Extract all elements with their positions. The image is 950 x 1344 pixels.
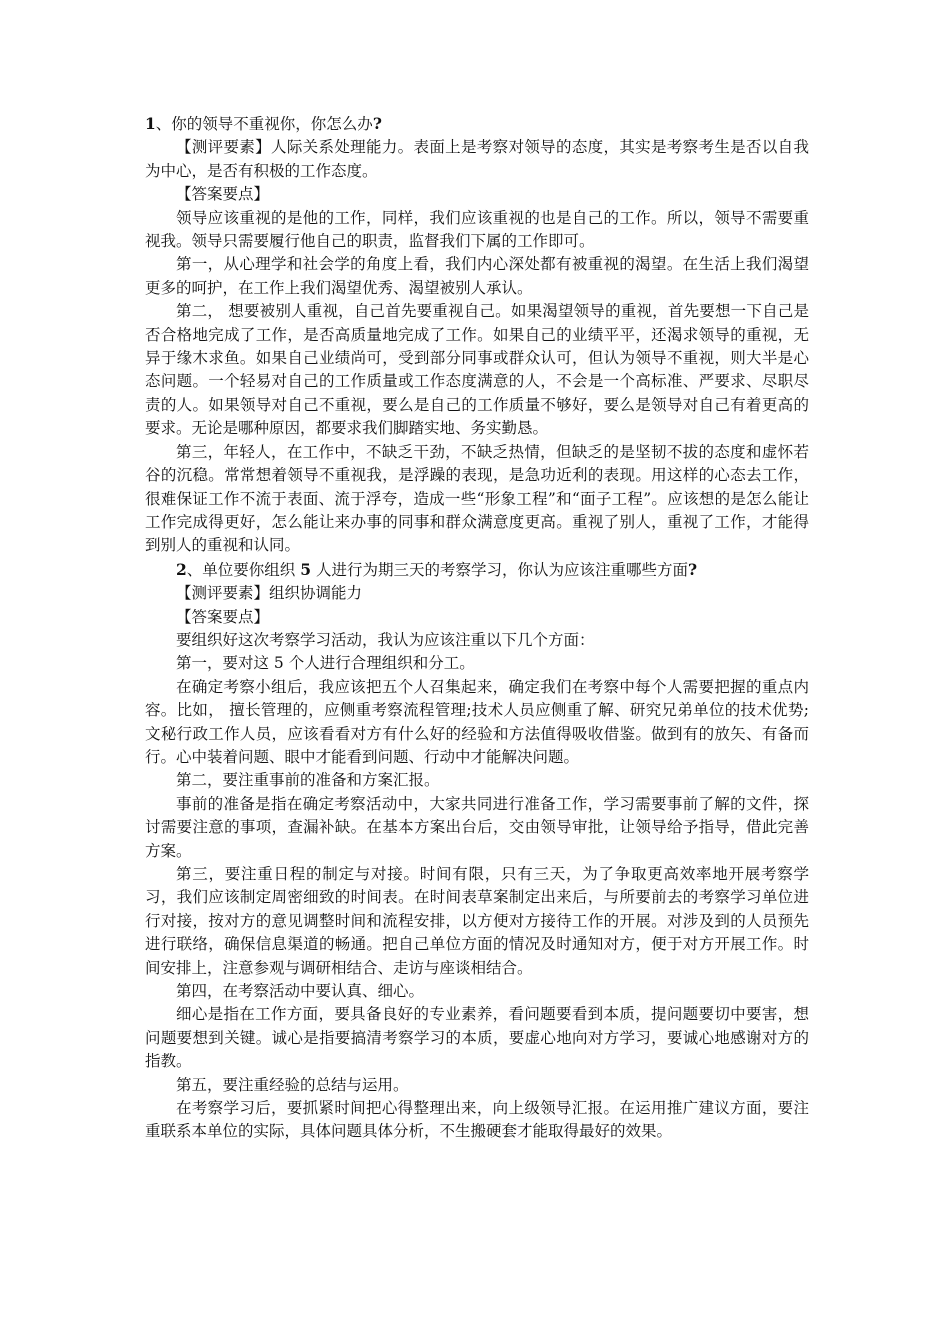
q1-paragraph-intro: 领导应该重视的是他的工作，同样，我们应该重视的也是自己的工作。所以，领导不需要重视我。领导只需要履行他自己的职责，监督我们下属的工作即可。	[145, 208, 809, 251]
q2-evaluation-factors: 【测评要素】组织协调能力	[176, 584, 363, 603]
q1-answer-points-heading: 【答案要点】	[176, 185, 270, 204]
q2-paragraph-intro: 要组织好这次考察学习活动，我认为应该注重以下几个方面：	[176, 630, 595, 649]
question-2-title-c: 人进行为期三天的考察学习，你认为应该注重哪些方面	[311, 560, 688, 579]
question-2-count: 5	[300, 559, 312, 579]
q1-paragraph-second: 第二， 想要被别人重视，自己首先要重视自己。如果渴望领导的重视，首先要想一下自己是否合格地完成了工作，是否高质量地完成了工作。如果自己的业绩平平，还渴求领导的重视，无异于缘木求鱼。如果自己业绩尚可，受到部分同事或群众认可，但认为领导不重视，则大半是心态问题。一个轻易对自己的工作质量或工作态度满意的人，不会是一个高标准、严要求、尽职尽责的人。如果领导对自己不重视，要么是自己的工作质量不够好，要么是领导对自己有着更高的要求。无论是哪种原因，都要求我们脚踏实地、务实勤恳。	[145, 302, 809, 438]
q2-paragraph-second-detail: 事前的准备是指在确定考察活动中，大家共同进行准备工作，学习需要事前了解的文件，探讨需要注意的事项，查漏补缺。在基本方案出台后，交由领导审批，让领导给予指导，借此完善方案。	[145, 794, 809, 860]
question-1-title: 、你的领导不重视你，你怎么办	[155, 115, 373, 133]
q2-point-fifth: 第五，要注重经验的总结与运用。	[176, 1075, 409, 1094]
q2-point-first: 第一，要对这 5 个人进行合理组织和分工。	[176, 654, 475, 673]
q2-paragraph-third: 第三，要注重日程的制定与对接。时间有限，只有三天，为了争取更高效率地开展考察学习，我们应该制定周密细致的时间表。在时间表草案制定出来后，与所要前去的考察学习单位进行对接，按对方的意见调整时间和流程安排，以方便对方接待工作的开展。对涉及到的人员预先进行联络，确保信息渠道的畅通。把自己单位方面的情况及时通知对方，便于对方开展工作。时间安排上，注意参观与调研相结合、走访与座谈相结合。	[145, 865, 809, 977]
question-1-heading	[145, 112, 809, 136]
question-2-heading	[145, 558, 809, 582]
q2-paragraph-first-detail: 在确定考察小组后，我应该把五个人召集起来，确定我们在考察中每个人需要把握的重点内容。比如， 擅长管理的，应侧重考察流程管理;技术人员应侧重了解、研究兄弟单位的技术优势;文秘行政工作人员，应该看看对方有什么好的经验和方法值得吸收借鉴。做到有的放矢、有备而行。心中装着问题、眼中才能看到问题、行动中才能解决问题。	[145, 677, 809, 766]
question-2-title-a: 、单位要你组织	[186, 560, 301, 579]
question-1-number: 1	[145, 114, 156, 133]
question-1-mark: ?	[372, 114, 382, 133]
q1-paragraph-third: 第三，年轻人，在工作中，不缺乏干劲，不缺乏热情，但缺乏的是坚韧不拔的态度和虚怀若谷的沉稳。常常想着领导不重视我，是浮躁的表现，是急功近利的表现。用这样的心态去工作，很难保证工作不流于表面、流于浮夸，造成一些“形象工程”和“面子工程”。应该想的是怎么能让工作完成得更好，怎么能让来办事的同事和群众满意度更高。重视了别人，重视了工作，才能得到别人的重视和认同。	[145, 442, 809, 555]
q1-paragraph-first: 第一，从心理学和社会学的角度上看，我们内心深处都有被重视的渴望。在生活上我们渴望更多的呵护，在工作上我们渴望优秀、渴望被别人承认。	[145, 255, 809, 297]
q2-point-fourth: 第四，在考察活动中要认真、细心。	[176, 982, 425, 1001]
document-page	[145, 112, 809, 1144]
q2-answer-points-heading: 【答案要点】	[176, 607, 270, 626]
q2-point-second: 第二，要注重事前的准备和方案汇报。	[176, 771, 440, 790]
q2-paragraph-fourth-detail: 细心是指在工作方面，要具备良好的专业素养，看问题要看到本质，提问题要切中要害，想问题要想到关键。诚心是指要搞清考察学习的本质，要虚心地向对方学习，要诚心地感谢对方的指教。	[145, 1005, 809, 1071]
question-2-number: 2	[176, 559, 187, 579]
q2-paragraph-fifth-detail: 在考察学习后，要抓紧时间把心得整理出来，向上级领导汇报。在运用推广建议方面，要注重联系本单位的实际，具体问题具体分析，不生搬硬套才能取得最好的效果。	[145, 1099, 809, 1141]
question-2-mark: ?	[687, 559, 698, 579]
q1-evaluation-factors: 【测评要素】人际关系处理能力。表面上是考察对领导的态度，其实是考察考生是否以自我为中心，是否有积极的工作态度。	[145, 138, 809, 180]
